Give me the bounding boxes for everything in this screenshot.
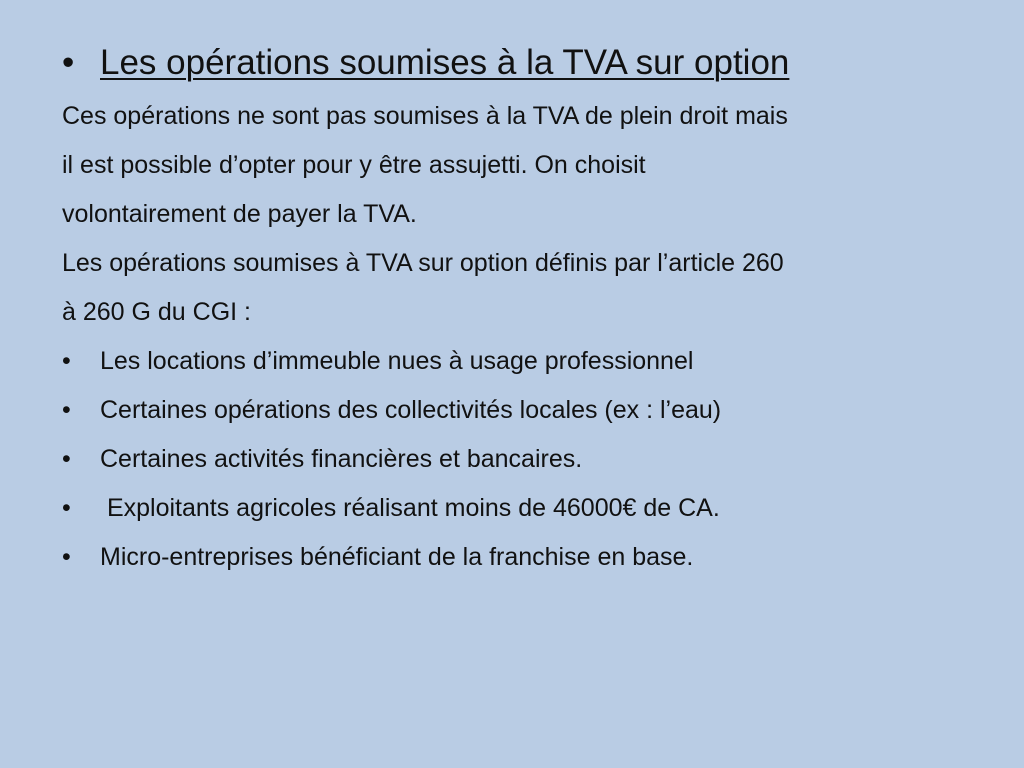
intro-line: Ces opérations ne sont pas soumises à la TVA de plein droit mais — [62, 102, 788, 130]
intro-line: volontairement de payer la TVA. — [62, 200, 417, 228]
intro-paragraph — [62, 92, 984, 337]
list-item — [62, 533, 984, 582]
bullet-icon: • — [62, 347, 71, 375]
bullet-icon: • — [62, 396, 71, 424]
operations-list — [62, 337, 984, 582]
intro-line: il est possible d’opter pour y être assujetti. On choisit — [62, 151, 646, 179]
slide-heading — [62, 38, 984, 88]
bullet-icon: • — [62, 43, 75, 82]
intro-line: à 260 G du CGI : — [62, 298, 251, 326]
heading-text: Les opérations soumises à la TVA sur option — [100, 43, 790, 82]
list-item-text: Certaines opérations des collectivités locales (ex : l’eau) — [100, 396, 722, 424]
intro-line: Les opérations soumises à TVA sur option définis par l’article 260 — [62, 249, 784, 277]
bullet-icon: • — [62, 543, 71, 571]
list-item-text: Certaines activités financières et bancaires. — [100, 445, 583, 473]
list-item-text: Les locations d’immeuble nues à usage professionnel — [100, 347, 694, 375]
list-item — [62, 386, 984, 435]
bullet-icon: • — [62, 494, 71, 522]
list-item — [62, 337, 984, 386]
bullet-icon: • — [62, 445, 71, 473]
list-item — [62, 484, 984, 533]
list-item-text: Micro-entreprises bénéficiant de la franchise en base. — [100, 543, 694, 571]
list-item — [62, 435, 984, 484]
list-item-text: Exploitants agricoles réalisant moins de 46000€ de CA. — [100, 494, 720, 522]
